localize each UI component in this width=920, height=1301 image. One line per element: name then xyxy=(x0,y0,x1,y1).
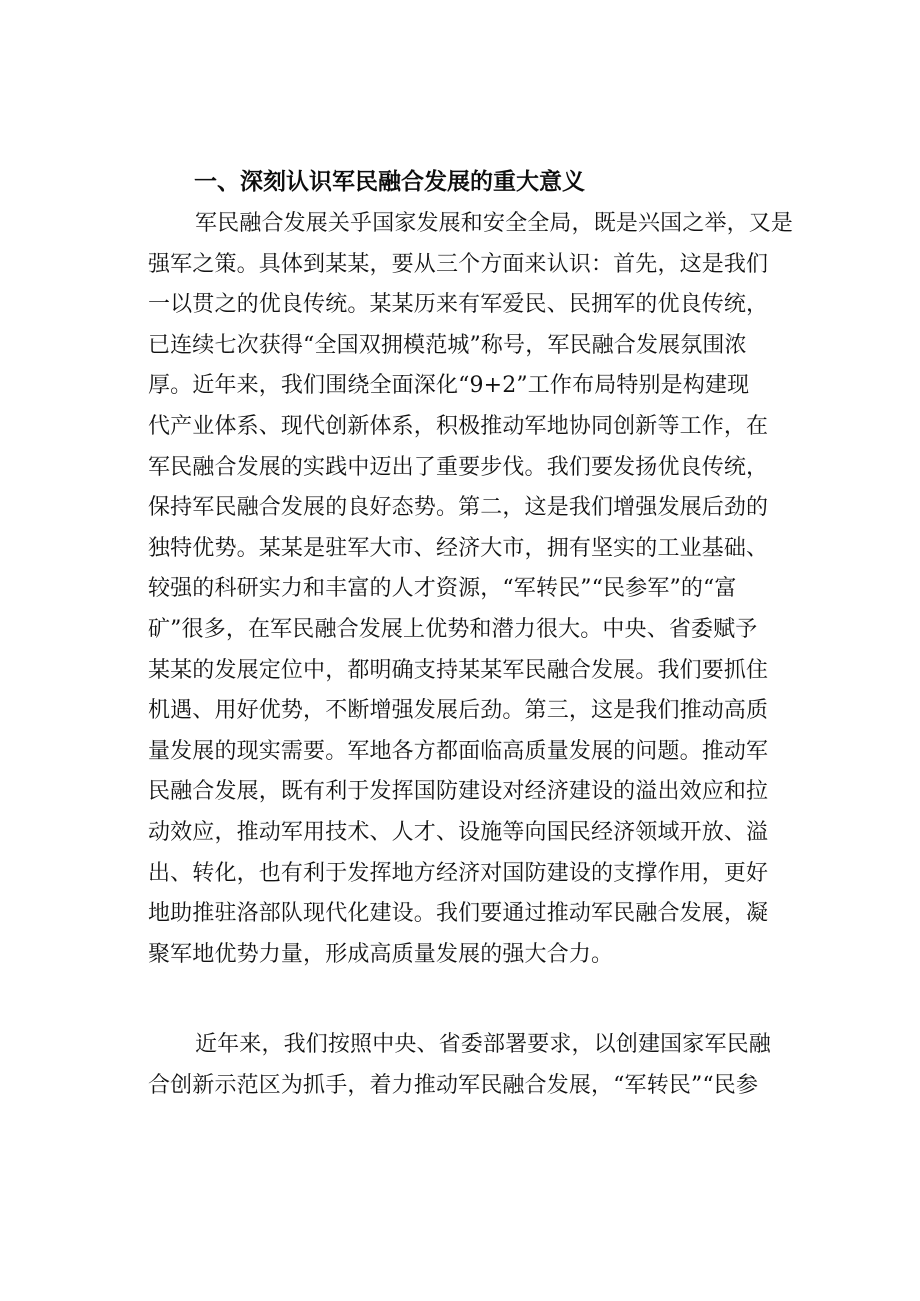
paragraph-line: 军民融合发展的实践中迈出了重要步伐。我们要发扬优良传统， xyxy=(148,454,769,480)
paragraph-line: 机遇、用好优势，不断增强发展后劲。第三，这是我们推动高质 xyxy=(148,698,769,724)
paragraph-line: 量发展的现实需要。军地各方都面临高质量发展的问题。推动军 xyxy=(148,738,769,764)
paragraph-line: 矿”很多，在军民融合发展上优势和潜力很大。中央、省委赋予 xyxy=(148,616,758,642)
paragraph-line: 某某的发展定位中，都明确支持某某军民融合发展。我们要抓住 xyxy=(148,657,769,683)
paragraph-line: 已连续七次获得“全国双拥模范城”称号，军民融合发展氛围浓 xyxy=(148,332,747,358)
paragraph-line: 近年来，我们按照中央、省委部署要求，以创建国家军民融 xyxy=(195,1032,771,1057)
paragraph-line: 强军之策。具体到某某，要从三个方面来认识：首先，这是我们 xyxy=(148,251,769,277)
paragraph-line: 合创新示范区为抓手，着力推动军民融合发展，“军转民”“民参 xyxy=(148,1072,759,1098)
paragraph-line: 一以贯之的优良传统。某某历来有军爱民、民拥军的优良传统， xyxy=(148,292,769,318)
paragraph-line: 保持军民融合发展的良好态势。第二，这是我们增强发展后劲的 xyxy=(148,495,769,521)
paragraph-line: 厚。近年来，我们围绕全面深化“9+2”工作布局特别是构建现 xyxy=(148,373,750,399)
paragraph-line: 民融合发展，既有利于发挥国防建设对经济建设的溢出效应和拉 xyxy=(148,779,769,805)
section-heading: 一、深刻认识军民融合发展的重大意义 xyxy=(194,169,585,195)
paragraph-1 xyxy=(148,204,802,975)
paragraph-line: 地助推驻洛部队现代化建设。我们要通过推动军民融合发展，凝 xyxy=(148,901,769,927)
paragraph-line: 聚军地优势力量，形成高质量发展的强大合力。 xyxy=(148,941,614,967)
paragraph-2 xyxy=(148,1025,802,1106)
paragraph-line: 较强的科研实力和丰富的人才资源，“军转民”“民参军”的“富 xyxy=(148,576,737,602)
paragraph-line: 军民融合发展关乎国家发展和安全全局，既是兴国之举，又是 xyxy=(195,211,794,236)
paragraph-line: 代产业体系、现代创新体系，积极推动军地协同创新等工作，在 xyxy=(148,413,769,439)
paragraph-line: 动效应，推动军用技术、人才、设施等向国民经济领域开放、溢 xyxy=(148,819,769,845)
paragraph-line: 独特优势。某某是驻军大市、经济大市，拥有坚实的工业基础、 xyxy=(148,535,769,561)
paragraph-line: 出、转化，也有利于发挥地方经济对国防建设的支撑作用，更好 xyxy=(148,860,769,886)
